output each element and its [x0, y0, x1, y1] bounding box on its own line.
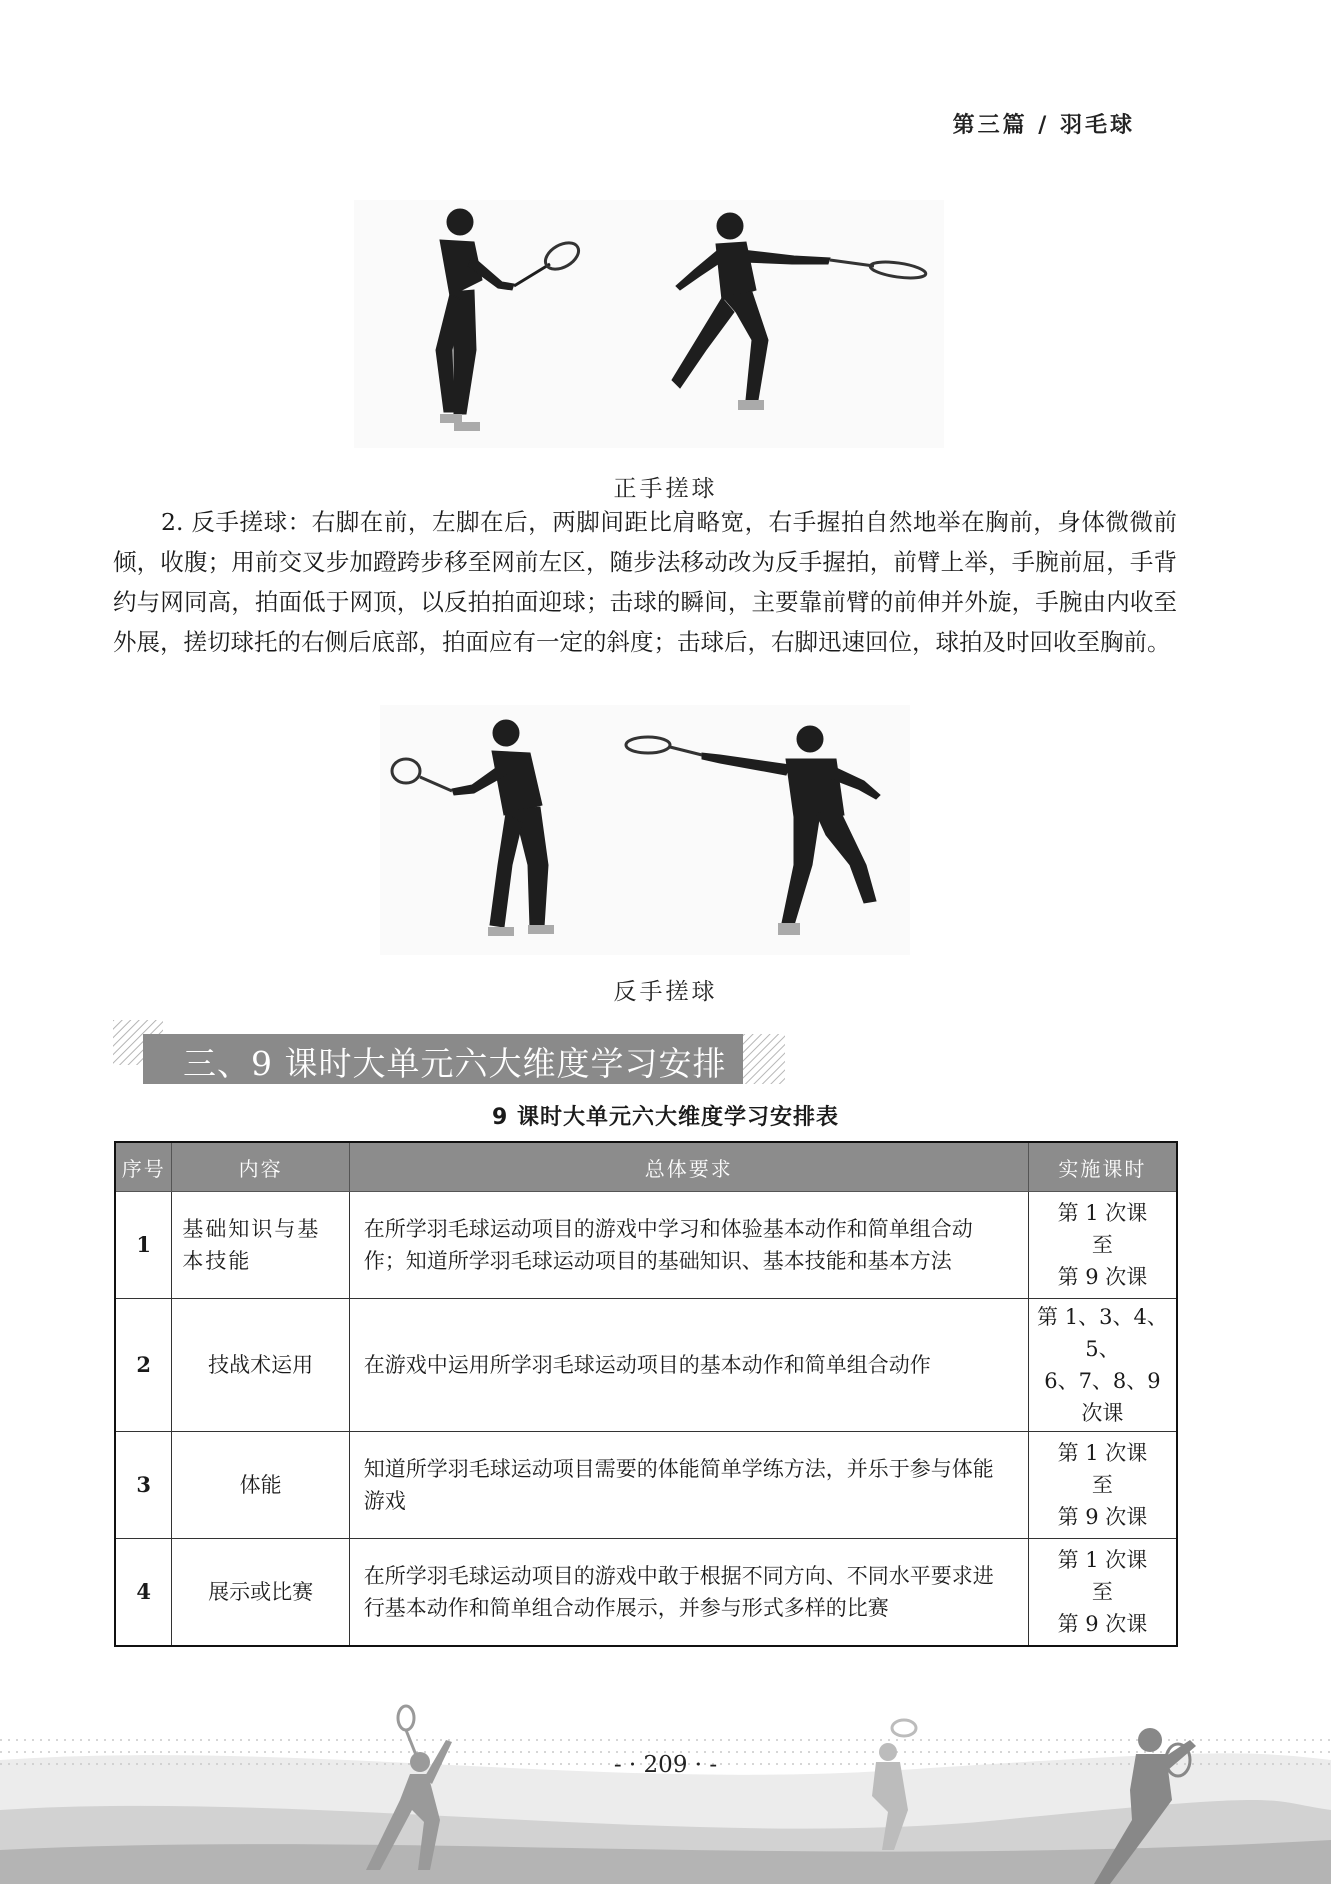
- row-time: [1028, 1192, 1177, 1299]
- running-header: 第三篇 / 羽毛球: [952, 112, 1135, 138]
- time-line: 第 1 次课: [1057, 1441, 1148, 1465]
- row-content: 技战术运用: [172, 1299, 349, 1432]
- time-line: 第 9 次课: [1057, 1505, 1148, 1529]
- row-time: [1028, 1539, 1177, 1646]
- time-line: 第 9 次课: [1057, 1611, 1148, 1636]
- time-line: 次课: [1081, 1401, 1124, 1425]
- figure-caption-backhand: 反手搓球: [613, 979, 718, 1005]
- time-line: 至: [1091, 1233, 1113, 1257]
- row-content: 展示或比赛: [172, 1539, 349, 1646]
- row-no: 2: [115, 1299, 172, 1432]
- row-no: 1: [115, 1192, 172, 1299]
- time-line: 第 9 次课: [1057, 1265, 1148, 1289]
- figure-caption-forehand: 正手搓球: [613, 476, 718, 502]
- time-line: 第 1 次课: [1057, 1547, 1148, 1572]
- table-row: [115, 1192, 1177, 1299]
- paragraph-text: 2. 反手搓球：右脚在前，左脚在后，两脚间距比肩略宽，右手握拍自然地举在胸前，身体微微前倾，收腹；用前交叉步加蹬跨步移至网前左区，随步法移动改为反手握拍，前臂上举，手腕前屈，手背约与网同高，拍面低于网顶，以反拍拍面迎球；击球的瞬间，主要靠前臂的前伸并外旋，手腕由内收至外展，搓切球托的右侧后底部，拍面应有一定的斜度；击球后，右脚迅速回位，球拍及时回收至胸前。: [113, 508, 1177, 656]
- row-requirement: 在所学羽毛球运动项目的游戏中学习和体验基本动作和简单组合动作；知道所学羽毛球运动项目的基础知识、基本技能和基本方法: [349, 1192, 1028, 1299]
- table-title: 9 课时大单元六大维度学习安排表: [492, 1105, 839, 1130]
- time-line: 6、7、8、9: [1044, 1369, 1161, 1393]
- row-time: [1028, 1299, 1177, 1432]
- header-requirement: 总体要求: [349, 1142, 1028, 1192]
- footer-decoration: [0, 1700, 1331, 1884]
- table-row: [115, 1299, 1177, 1432]
- row-requirement: 在所学羽毛球运动项目的游戏中敢于根据不同方向、不同水平要求进行基本动作和简单组合动作展示，并参与形式多样的比赛: [349, 1539, 1028, 1646]
- row-requirement: 知道所学羽毛球运动项目需要的体能简单学练方法，并乐于参与体能游戏: [349, 1432, 1028, 1539]
- table-row: [115, 1432, 1177, 1539]
- table-header-row: [115, 1142, 1177, 1192]
- body-paragraph: [113, 502, 1177, 662]
- backhand-chop-photo: [380, 705, 910, 955]
- header-time: 实施课时: [1028, 1142, 1177, 1192]
- time-line: 第 1 次课: [1057, 1201, 1148, 1225]
- page-number: - · 209 · -: [613, 1752, 718, 1778]
- row-content: 基础知识与基本技能: [172, 1192, 349, 1299]
- time-line: 第 1、3、4、5、: [1037, 1305, 1168, 1361]
- time-line: 至: [1091, 1473, 1113, 1497]
- row-time: [1028, 1432, 1177, 1539]
- forehand-chop-photo: [354, 200, 944, 448]
- header-no: 序号: [115, 1142, 172, 1192]
- row-content: 体能: [172, 1432, 349, 1539]
- section-heading: [113, 1020, 793, 1090]
- time-line: 至: [1091, 1579, 1113, 1604]
- section-title: 三、9 课时大单元六大维度学习安排: [183, 1044, 727, 1083]
- row-no: 4: [115, 1539, 172, 1646]
- row-requirement: 在游戏中运用所学羽毛球运动项目的基本动作和简单组合动作: [349, 1299, 1028, 1432]
- schedule-table: [114, 1141, 1178, 1647]
- header-content: 内容: [172, 1142, 349, 1192]
- row-no: 3: [115, 1432, 172, 1539]
- table-row: [115, 1539, 1177, 1646]
